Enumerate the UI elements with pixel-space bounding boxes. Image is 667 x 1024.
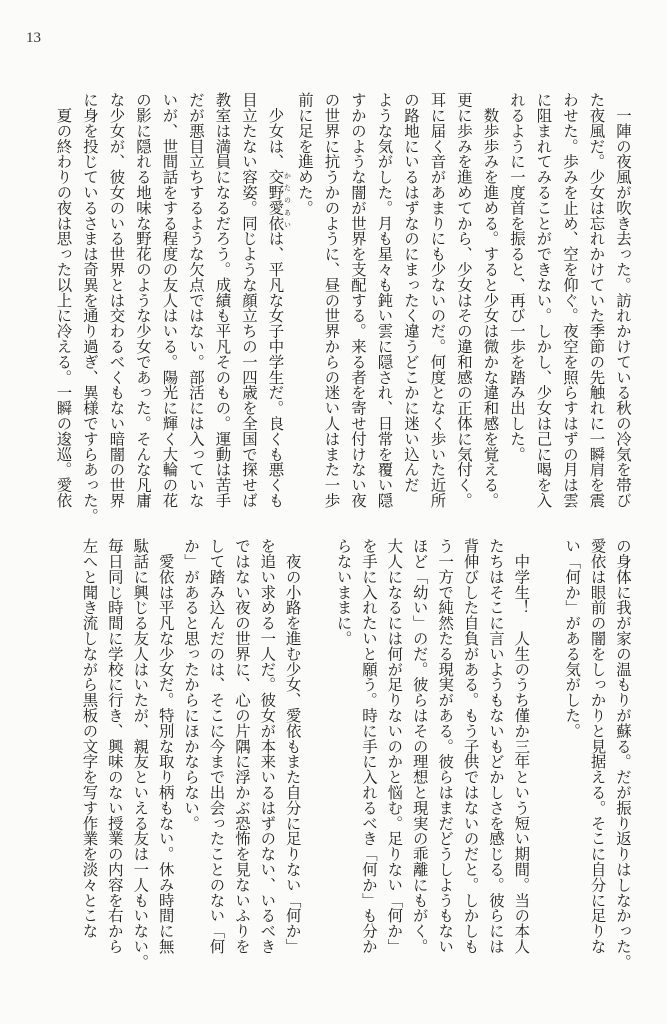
- upper-text-block: [50, 92, 636, 524]
- text-column: [209, 92, 236, 512]
- column-text: の影に隠れる地味な野花のような少女であった。そんな凡庸: [134, 92, 152, 508]
- column-text: らないままに。: [334, 538, 353, 646]
- column-text: 愛依は眼前の闇をしっかりと見据える。そこに自分に足りな: [588, 538, 607, 954]
- text-column: [318, 92, 345, 512]
- column-text: わせた。歩みを止め、空を仰ぐ。夜空を照らすはずの月は雲: [561, 92, 579, 508]
- column-text: の路地にいるはずなのにまったく違うどこかに迷い込んだ: [402, 92, 420, 493]
- column-text: 夏の終わりの夜は思った以上に冷える。一瞬の逡巡。愛依: [54, 92, 73, 508]
- text-column: [508, 538, 533, 968]
- column-text: 目立たない容姿。同じような顔立ちの一四歳を全国で探せば: [240, 92, 258, 508]
- column-text: 左へと聞き流しながら黒板の文字を写す作業を淡々とこな: [80, 538, 99, 939]
- text-column: [345, 92, 372, 512]
- text-column: [406, 538, 431, 968]
- column-text: すかのような闇が世界を支配する。来る者を寄せ付けない夜: [349, 92, 367, 508]
- text-column: [610, 538, 635, 968]
- column-text: を手に入れたいと願う。時に手に入れるべき「何か」も分か: [359, 538, 378, 954]
- text-column: [584, 538, 609, 968]
- text-column: [398, 92, 425, 512]
- column-text: 駄話に興じる友人はいたが、親友といえる友は一人もいない。: [131, 538, 150, 970]
- text-column: [451, 92, 478, 512]
- column-text: 一陣の夜風が吹き去った。訪れかけている秋の冷気を帯び: [614, 92, 632, 508]
- text-column: [50, 92, 77, 512]
- column-text: に身を投じているさまは奇異を通り過ぎ、異様ですらあった。: [81, 92, 99, 524]
- text-column: [557, 92, 584, 512]
- text-column: [610, 92, 637, 512]
- column-text: 大人になるには何が足りないのかと悩む。足りない「何か」: [385, 538, 404, 954]
- column-text: 教室は満員になるだろう。成績も平凡そのもの。運動は苦手: [213, 92, 232, 508]
- column-text: 背伸びした自負がある。もう子供ではないのだと。しかしも: [461, 538, 480, 954]
- column-text: に阻まれてみることができない。しかし、少女は己に喝を入: [534, 92, 553, 508]
- text-column: [583, 92, 610, 512]
- text-column: [305, 538, 330, 968]
- text-column: [76, 538, 101, 968]
- text-column: [559, 538, 584, 968]
- text-column: [152, 538, 177, 968]
- text-column: [127, 538, 152, 968]
- text-column: [477, 92, 504, 512]
- column-text: の世界に抗うかのように、昼の世界からの迷い人はまた一歩: [322, 92, 341, 508]
- column-text: だが悪目立ちするような欠点ではない。部活には入っていな: [187, 92, 205, 508]
- text-column: [424, 92, 451, 512]
- text-column: [533, 538, 558, 968]
- column-text: 少女は、: [266, 92, 285, 169]
- column-text: 中学生！ 人生のうち僅か三年という短い期間。当の本人: [512, 538, 531, 954]
- text-column: [103, 92, 130, 512]
- text-column: [183, 92, 210, 512]
- page-number: 13: [26, 30, 41, 46]
- column-text: 耳に届く音があまりにも少ないのだ。何度となく歩いた近所: [428, 92, 447, 508]
- column-text: いが、世間話をする程度の友人はいる。陽光に輝く大輪の花: [160, 92, 179, 508]
- column-text: 愛依は平凡な少女だ。特別な取り柄もない。休み時間に無: [156, 538, 175, 954]
- text-column: [262, 92, 292, 512]
- text-column: [130, 92, 157, 512]
- text-column: [371, 92, 398, 512]
- column-text: 毎日同じ時間に学校に行き、興味のない授業の内容を右から: [105, 538, 124, 954]
- column-text: 夜の小路を進む少女、愛依もまた自分に足りない「何か」: [283, 538, 302, 954]
- text-column: [229, 538, 254, 968]
- column-text: 更に歩みを進めてから、少女はその違和感の正体に気付く。: [455, 92, 473, 508]
- column-text: たちはそこに言いようもないもどかしさを感じる。彼らには: [486, 538, 505, 954]
- text-column: [292, 92, 319, 512]
- text-column: [178, 538, 203, 968]
- text-column: [101, 538, 126, 968]
- text-column: [432, 538, 457, 968]
- column-text: ような気がした。月も星々も鈍い雲に隠され、日常を覆い隠: [375, 92, 394, 508]
- column-text: ほど「幼い」のだ。彼らはその理想と現実の乖離にもがく。: [410, 538, 429, 954]
- text-column: [254, 538, 279, 968]
- text-column: [203, 538, 228, 968]
- column-text: して踏み込んだのは、そこに今まで出会ったことのない「何: [207, 538, 226, 954]
- text-column: [156, 92, 183, 512]
- text-column: [330, 538, 355, 968]
- ruby-base: 交野愛依: [266, 169, 285, 231]
- column-text: な少女が、彼女のいる世界とは交わるべくもない暗闇の世界: [107, 92, 126, 508]
- column-text: ではない夜の世界に、心の片隅に浮かぶ恐怖を見ないふりを: [232, 538, 251, 954]
- text-column: [381, 538, 406, 968]
- text-column: [236, 92, 263, 512]
- column-text: 数歩歩みを進める。すると少女は微かな違和感を覚える。: [481, 92, 500, 508]
- column-text: た夜風だ。少女は忘れかけていた季節の先触れに一瞬肩を震: [587, 92, 606, 508]
- column-text: い「何か」がある気がした。: [563, 538, 582, 739]
- column-text: を追い求める一人だ。彼女が本来いるはずのない、いるべき: [258, 538, 277, 954]
- column-text: は、平凡な女子中学生だ。良くも悪くも: [266, 230, 285, 508]
- name-with-furigana: [266, 169, 292, 231]
- column-text: か」があると思ったからにほかならない。: [182, 538, 201, 831]
- text-column: [530, 92, 557, 512]
- text-column: [504, 92, 531, 512]
- text-column: [77, 92, 104, 524]
- text-column: [457, 538, 482, 968]
- furigana: かたのあい: [283, 169, 292, 231]
- column-text: の身体に我が家の温もりが蘇る。だが振り返りはしなかった。: [614, 538, 632, 970]
- column-text: れるように一度首を振ると、再び一歩を踏み出した。: [508, 92, 526, 462]
- column-text: 前に足を進めた。: [296, 92, 314, 216]
- text-column: [279, 538, 304, 968]
- text-column: [356, 538, 381, 968]
- column-text: う一方で純然たる現実がある。彼らはまだどうしようもない: [436, 538, 455, 954]
- lower-text-block: [76, 538, 635, 968]
- text-column: [483, 538, 508, 968]
